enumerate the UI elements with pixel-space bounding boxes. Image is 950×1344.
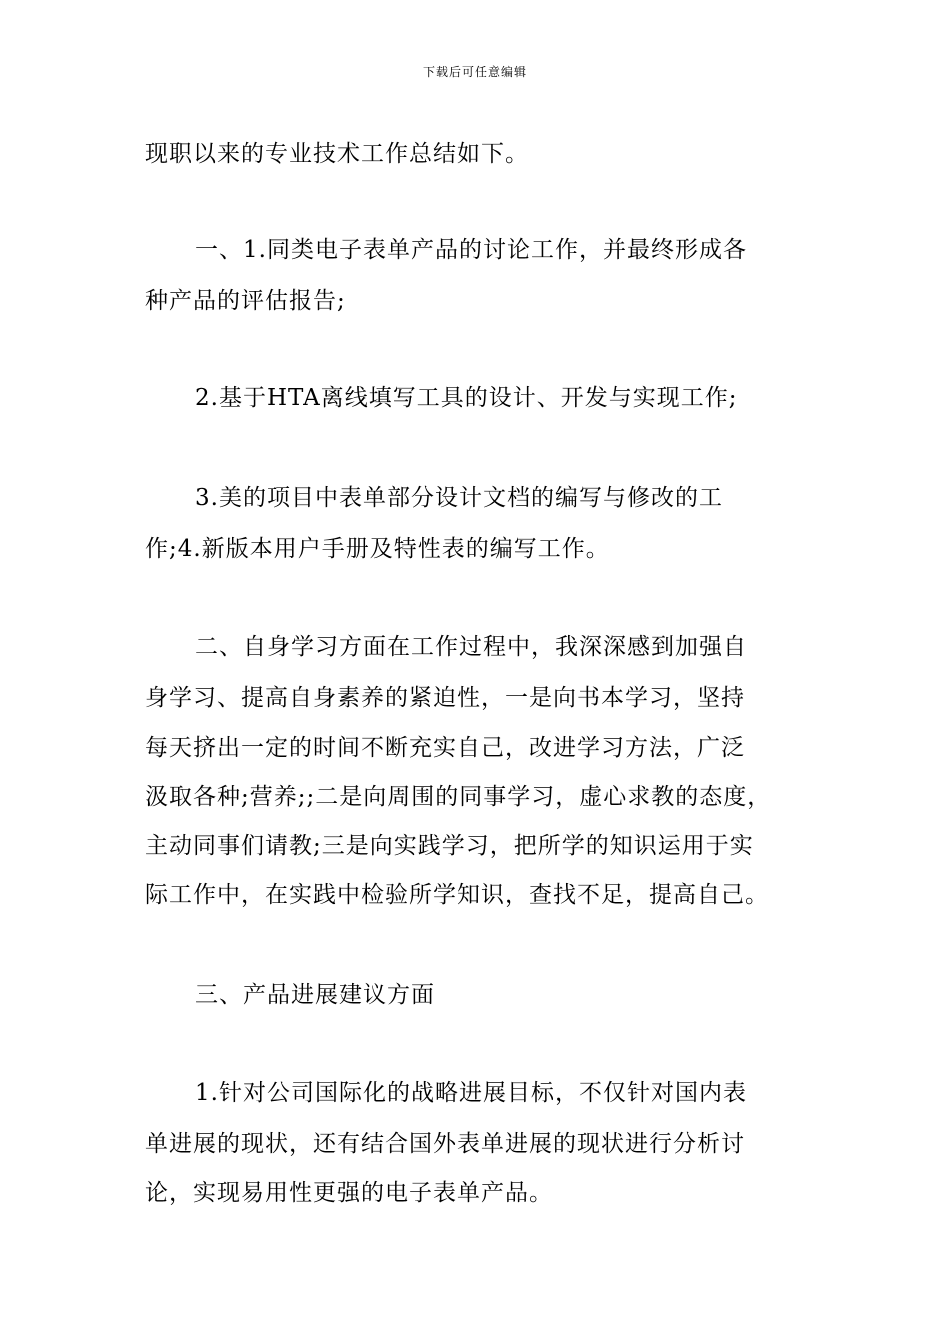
section-heading: 三、产品进展建议方面	[195, 982, 435, 1008]
paragraph-line: 一、1.同类电子表单产品的讨论工作，并最终形成各	[195, 237, 747, 263]
paragraph-line: 二、自身学习方面在工作过程中，我深深感到加强自	[195, 634, 747, 660]
paragraph-line: 3.美的项目中表单部分设计文档的编写与修改的工	[195, 485, 723, 511]
paragraph-line: 际工作中，在实践中检验所学知识，查找不足，提高自己。	[145, 882, 769, 908]
paragraph-line: 汲取各种;营养;;二是向周围的同事学习，虚心求教的态度，	[145, 784, 772, 810]
paragraph-line: 主动同事们请教;三是向实践学习，把所学的知识运用于实	[145, 833, 754, 859]
paragraph-line: 现职以来的专业技术工作总结如下。	[145, 141, 529, 167]
paragraph-line: 种产品的评估报告;	[145, 288, 346, 314]
paragraph-line: 1.针对公司国际化的战略进展目标，不仅针对国内表	[195, 1080, 747, 1106]
page-header-note: 下载后可任意编辑	[422, 65, 527, 79]
paragraph-line: 身学习、提高自身素养的紧迫性，一是向书本学习，坚持	[145, 685, 745, 711]
paragraph-line: 单进展的现状，还有结合国外表单进展的现状进行分析讨	[145, 1131, 745, 1157]
paragraph-line: 论，实现易用性更强的电子表单产品。	[145, 1180, 553, 1206]
paragraph-line: 2.基于HTA离线填写工具的设计、开发与实现工作;	[195, 385, 738, 411]
paragraph-line: 每天挤出一定的时间不断充实自己，改进学习方法，广泛	[145, 735, 745, 761]
paragraph-line: 作;4.新版本用户手册及特性表的编写工作。	[145, 536, 610, 562]
